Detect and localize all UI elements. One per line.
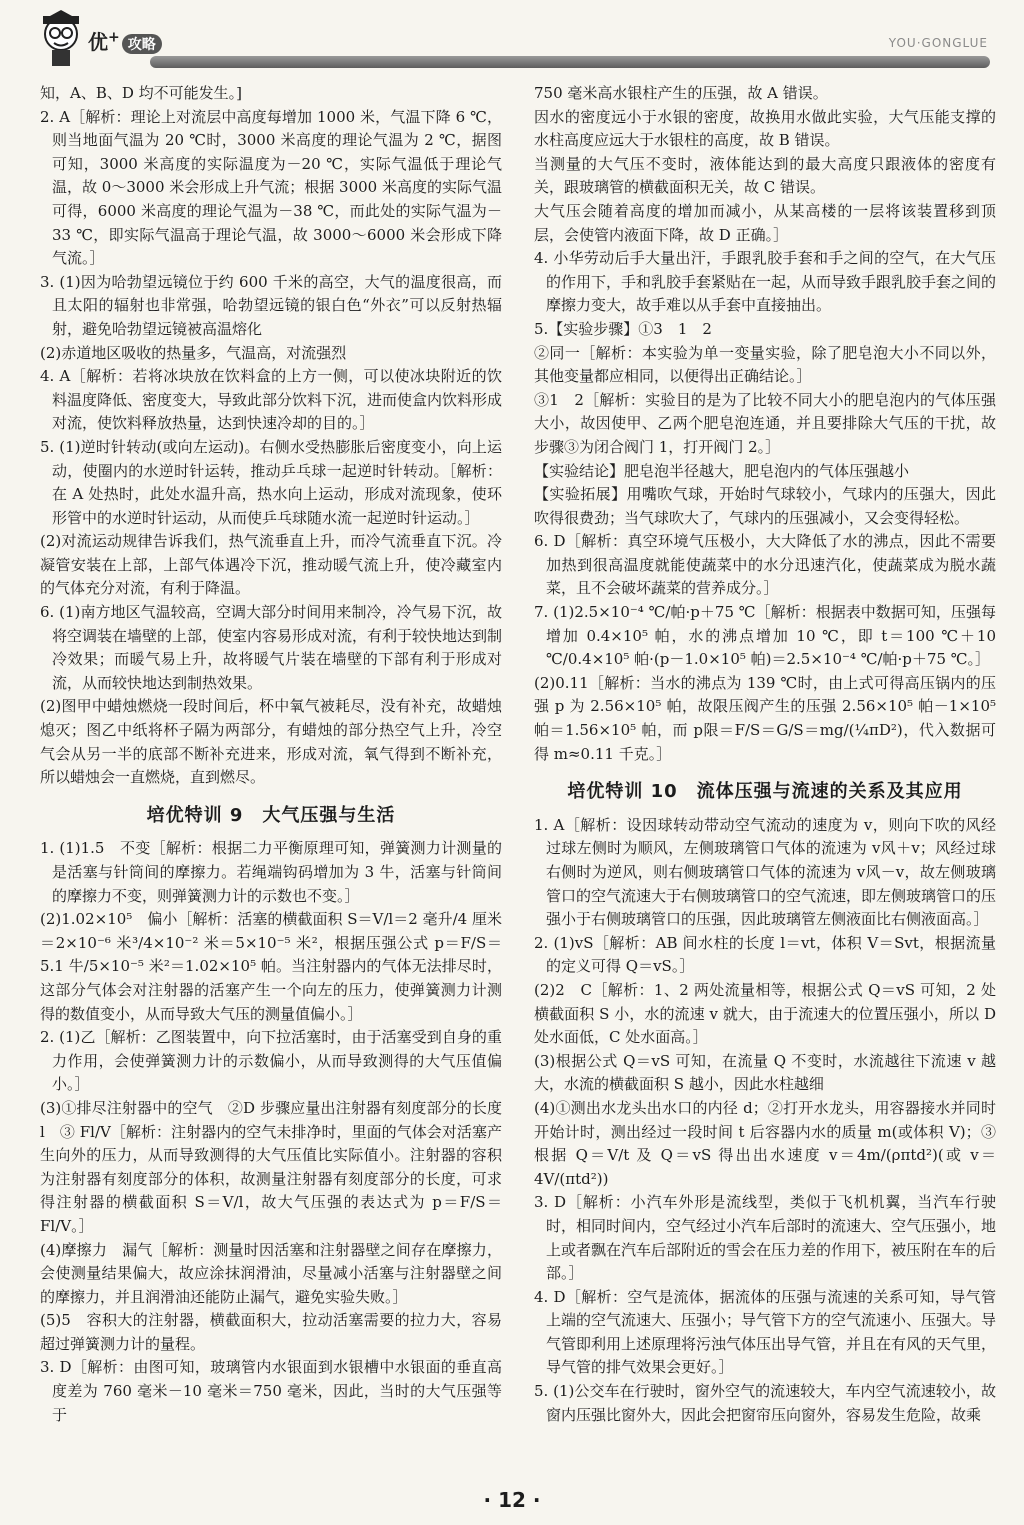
answer-paragraph: (5)5 容积大的注射器，横截面积大，拉动活塞需要的拉力大，容易超过弹簧测力计的量程。	[40, 1311, 502, 1353]
answer-paragraph: ③1 2［解析：实验目的是为了比较不同大小的肥皂泡内的气体压强大小，故因使甲、乙两个肥皂泡连通，并且要排除大气压的干扰，故步骤③为闭合阀门 1，打开阀门 2。］	[534, 390, 996, 456]
answer-paragraph: 因水的密度远小于水银的密度，故换用水做此实验，大气压能支撑的水柱高度应远大于水银柱的高度，故 B 错误。	[534, 107, 996, 150]
answer-paragraph: (2)2 C［解析：1、2 两处流量相等，根据公式 Q＝vS 可知，2 处横截面积 S 小，水的流速 v 就大，由于流速大的位置压强小，所以 D 处水面低，C 处水面高。］	[534, 980, 996, 1047]
answer-paragraph: 3. D［解析：由图可知，玻璃管内水银面到水银槽中水银面的垂直高度差为 760 毫米－10 毫米＝750 毫米，因此，当时的大气压强等于	[40, 1358, 502, 1424]
answer-paragraph: (4)摩擦力 漏气［解析：测量时因活塞和注射器壁之间存在摩擦力，会使测量结果偏大，故应涂抹润滑油，尽量减小活塞与注射器壁之间的摩擦力，并且润滑油还能防止漏气，避免实验失败。］	[40, 1240, 502, 1306]
answer-paragraph: 750 毫米高水银柱产生的压强，故 A 错误。	[534, 84, 828, 102]
answer-paragraph: (3)①排尽注射器中的空气 ②D 步骤应量出注射器有刻度部分的长度 l ③ Fl/V［解析：注射器内的空气未排净时，里面的气体会对活塞产生向外的压力，从而导致测得的大气压值比实际值小。注射器的容积为注射器有刻度部分的体积，故测量注射器有刻度部分的长度，可求得注射器的横截面积 S＝V/l，故大气压强的表达式为 p＝F/S＝Fl/V。］	[40, 1098, 502, 1235]
answer-paragraph: 7. (1)2.5×10⁻⁴ ℃/帕·p＋75 ℃［解析：根据表中数据可知，压强每增加 0.4×10⁵ 帕，水的沸点增加 10 ℃，即 t＝100 ℃＋10 ℃/0.4×10⁵ 帕·(p－1.0×10⁵ 帕)＝2.5×10⁻⁴ ℃/帕·p＋75 ℃。］	[534, 603, 996, 669]
answer-paragraph: (2)1.02×10⁵ 偏小［解析：活塞的横截面积 S＝V/l＝2 毫升/4 厘米＝2×10⁻⁶ 米³/4×10⁻² 米＝5×10⁻⁵ 米²，根据压强公式 p＝F/S＝5.1 牛/5×10⁻⁵ 米²＝1.02×10⁵ 帕。当注射器内的气体无法排尽时，这部分气体会对注射器的活塞产生一个向左的压力，使弹簧测力计测得的数值变小，从而导致大气压的测量值偏小。］	[40, 910, 502, 1023]
answer-paragraph: 1. (1)1.5 不变［解析：根据二力平衡原理可知，弹簧测力计测量的是活塞与针筒间的摩擦力。若绳端钩码增加为 3 牛，活塞与针筒间的摩擦力不变，则弹簧测力计的示数也不变。］	[40, 839, 502, 905]
answer-paragraph: (4)①测出水龙头出水口的内径 d；②打开水龙头，用容器接水并同时开始计时，测出经过一段时间 t 后容器内水的质量 m(或体积 V)；③根据 Q＝V/t 及 Q＝vS 得出出水速度 v＝4m/(ρπtd²)(或 v＝4V/(πtd²))	[534, 1098, 996, 1188]
answer-paragraph: (2)对流运动规律告诉我们，热气流垂直上升，而冷气流垂直下沉。冷凝管安装在上部，上部气体遇冷下沉，推动暖气流上升，使冷藏室内的气体充分对流，有利于降温。	[40, 532, 502, 598]
answer-paragraph: (2)图甲中蜡烛燃烧一段时间后，杯中氧气被耗尽，没有补充，故蜡烛熄灭；图乙中纸将杯子隔为两部分，有蜡烛的部分热空气上升，冷空气会从另一半的底部不断补充进来，形成对流，氧气得到不断补充，所以蜡烛会一直燃烧，直到燃尽。	[40, 697, 502, 787]
answer-paragraph: (2)赤道地区吸收的热量多，气温高，对流强烈	[40, 343, 347, 362]
answer-paragraph: 1. A［解析：设因球转动带动空气流动的速度为 v，则向下吹的风经过球左侧时为顺风，左侧玻璃管口气体的流速为 v风＋v；风经过球右侧时为逆风，则右侧玻璃管口气体的流速为 v风－v，故左侧玻璃管口的空气流速大于右侧玻璃管口的空气流速，即左侧玻璃管口的压强小于右侧玻璃管口的压强，因此玻璃管左侧液面比右侧液面高。］	[534, 815, 997, 929]
brand-logo: 优+ 攻略	[88, 26, 162, 55]
answer-paragraph: 4. A［解析：若将冰块放在饮料盒的上方一侧，可以使冰块附近的饮料温度降低、密度变大，导致此部分饮料下沉，进而使盒内饮料形成对流，使饮料释放热量，达到快速冷却的目的。］	[40, 367, 503, 433]
answer-paragraph: 当测量的大气压不变时，液体能达到的最大高度只跟液体的密度有关，跟玻璃管的横截面积无关，故 C 错误。	[534, 154, 996, 197]
answer-paragraph: 大气压会随着高度的增加而减小，从某高楼的一层将该装置移到顶层，会使管内液面下降，故 D 正确。］	[534, 201, 996, 244]
answer-paragraph: 5. (1)公交车在行驶时，窗外空气的流速较大，车内空气流速较小，故窗内压强比窗外大，因此会把窗帘压向窗外，容易发生危险，故乘	[534, 1382, 996, 1424]
answer-paragraph: ②同一［解析：本实验为单一变量实验，除了肥皂泡大小不同以外，其他变量都应相同，以便得出正确结论。］	[534, 343, 996, 386]
answer-paragraph: 【实验结论】肥皂泡半径越大，肥皂泡内的气体压强越小	[534, 461, 910, 480]
answer-paragraph: 【实验拓展】用嘴吹气球，开始时气球较小，气球内的压强大，因此吹得很费劲；当气球吹大了，气球内的压强减小，又会变得轻松。	[534, 485, 996, 527]
section-title: 培优特训 9 大气压强与生活	[146, 804, 396, 826]
answer-paragraph: 6. D［解析：真空环境气压极小，大大降低了水的沸点，因此不需要加热到很高温度就能使蔬菜中的水分迅速汽化，使蔬菜成为脱水蔬菜，且不会破坏蔬菜的营养成分。］	[534, 532, 996, 598]
right-column	[534, 82, 996, 1427]
header-bar	[150, 56, 990, 68]
answer-paragraph: 4. D［解析：空气是流体，据流体的压强与流速的关系可知，导气管上端的空气流速大、压强小；导气管下方的空气流速小、压强大。导气管即利用上述原理将污浊气体压出导气管，并且在有风的天气里，导气管的排气效果会更好。］	[534, 1287, 997, 1377]
answer-paragraph: 4. 小华劳动后手大量出汗，手跟乳胶手套和手之间的空气，在大气压的作用下，手和乳胶手套紧贴在一起，从而导致手跟乳胶手套之间的摩擦力变大，故手难以从手套中直接抽出。	[534, 249, 997, 315]
header-pinyin: YOU·GONGLUE	[888, 36, 988, 50]
answer-paragraph: 2. A［解析：理论上对流层中高度每增加 1000 米，气温下降 6 ℃，则当地面气温为 20 ℃时，3000 米高度的理论气温为 2 ℃，据图可知，3000 米高度的实际温度为－20 ℃，实际气温低于理论气温，故 0～3000 米会形成上升气流；根据 3000 米高度的实际气温可得，6000 米高度的理论气温为－38 ℃，而此处的实际气温为－33 ℃，即实际气温高于理论气温，故 3000～6000 米会形成下降气流。］	[40, 107, 502, 268]
answer-paragraph: 3. (1)因为哈勃望远镜位于约 600 千米的高空，大气的温度很高，而且太阳的辐射也非常强，哈勃望远镜的银白色“外衣”可以反射热辐射，避免哈勃望远镜被高温熔化	[40, 272, 502, 338]
mascot-logo-icon	[30, 8, 92, 70]
left-column	[40, 82, 502, 1427]
answer-paragraph: 5. (1)逆时针转动(或向左运动)。右侧水受热膨胀后密度变小，向上运动，使圈内的水逆时针运转，推动乒乓球一起逆时针转动。［解析：在 A 处热时，此处水温升高，热水向上运动，形成对流现象，使环形管中的水逆时针运动，从而使乒乓球随水流一起逆时针运动。］	[40, 437, 502, 527]
page-header	[0, 0, 1024, 82]
answer-paragraph: 6. (1)南方地区气温较高，空调大部分时间用来制冷，冷气易下沉，故将空调装在墙壁的上部，使室内容易形成对流，有利于较快地达到制冷效果；而暖气易上升，故将暖气片装在墙壁的下部有利于形成对流，从而较快地达到制热效果。	[40, 603, 503, 692]
answer-paragraph: 知，A、B、D 均不可能发生。]	[40, 84, 243, 102]
answer-paragraph: (2)0.11［解析：当水的沸点为 139 ℃时，由上式可得高压锅内的压强 p 为 2.56×10⁵ 帕，故限压阀产生的压强 2.56×10⁵ 帕－1×10⁵ 帕＝1.56×10⁵ 帕，而 p限＝F/S＝G/S＝mg/(¼πD²)，代入数据可得 m≈0.11 千克。］	[534, 673, 996, 763]
answer-paragraph: (3)根据公式 Q＝vS 可知，在流量 Q 不变时，水流越往下流速 v 越大，水流的横截面积 S 越小，因此水柱越细	[534, 1051, 996, 1094]
answer-paragraph: 2. (1)乙［解析：乙图装置中，向下拉活塞时，由于活塞受到自身的重力作用，会使弹簧测力计的示数偏小，从而导致测得的大气压值偏小。］	[40, 1028, 502, 1094]
answer-paragraph: 3. D［解析：小汽车外形是流线型，类似于飞机机翼，当汽车行驶时，相同时间内，空气经过小汽车后部时的流速大、空气压强小，地上或者飘在汽车后部附近的雪会在压力差的作用下，被压附在车的后部。］	[534, 1193, 997, 1283]
page-number: · 12 ·	[483, 1488, 541, 1512]
section-title: 培优特训 10 流体压强与流速的关系及其应用	[567, 781, 963, 803]
answer-paragraph: 5.【实验步骤】①3 1 2	[534, 319, 712, 338]
answer-paragraph: 2. (1)vS［解析：AB 间水柱的长度 l＝vt，体积 V＝Svt，根据流量的定义可得 Q＝vS。］	[534, 933, 996, 976]
